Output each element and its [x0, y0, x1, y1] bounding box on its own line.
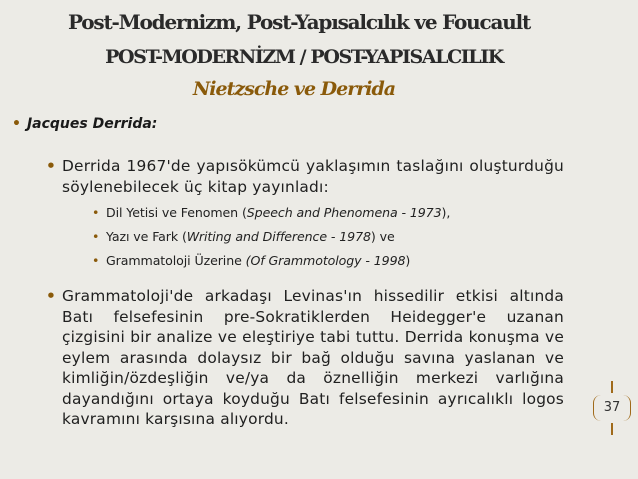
- book-item-1: • Dil Yetisi ve Fenomen (Speech and Phenomena - 1973),: [92, 205, 451, 220]
- slide-subtitle: POST-MODERNİZM / POST-YAPISALCILIK: [105, 46, 503, 68]
- bullet-icon: •: [92, 205, 100, 220]
- paragraph-2-text: Grammatoloji'de arkadaşı Levinas'ın hissedilir etkisi altında Batı felsefesinin pre-Sokratiklerden Heidegger'e uzanan çizgisini bir analize ve eleştiriye tabi tuttu. Derrida konuşma ve eylem arasında dolaysız bir bağ olduğu savına yaslanan ve kimliğin/özdeşliğin ve/ya da öznelliğin merkezi varlığına dayandığını ortaya koyduğu Batı felsefesinin ayrıcalıklı logos kavramını karşısına alıyordu.: [62, 287, 564, 428]
- bullet-icon: •: [46, 157, 57, 175]
- bullet-icon: •: [46, 287, 57, 305]
- book-item-2: • Yazı ve Fark (Writing and Difference - 1978) ve: [92, 229, 395, 244]
- heading-bullet: [12, 116, 157, 132]
- page-number: 37: [593, 395, 631, 421]
- slide-title: Post-Modernizm, Post-Yapısalcılık ve Foucault: [67, 10, 531, 34]
- slide-subtitle-italic: Nietzsche ve Derrida: [192, 78, 396, 100]
- bullet-icon: •: [92, 229, 100, 244]
- heading-text: Jacques Derrida:: [26, 116, 158, 132]
- bullet-icon: •: [92, 253, 100, 268]
- bullet-icon: •: [12, 116, 21, 132]
- paragraph-1-text: Derrida 1967'de yapısökümcü yaklaşımın taslağını oluşturduğu söylenebilecek üç kitap yayınladı:: [62, 157, 564, 196]
- paragraph-2: [46, 286, 564, 430]
- book-item-3: • Grammatoloji Üzerine (Of Grammotology - 1998): [92, 253, 411, 268]
- paragraph-1: [46, 156, 564, 197]
